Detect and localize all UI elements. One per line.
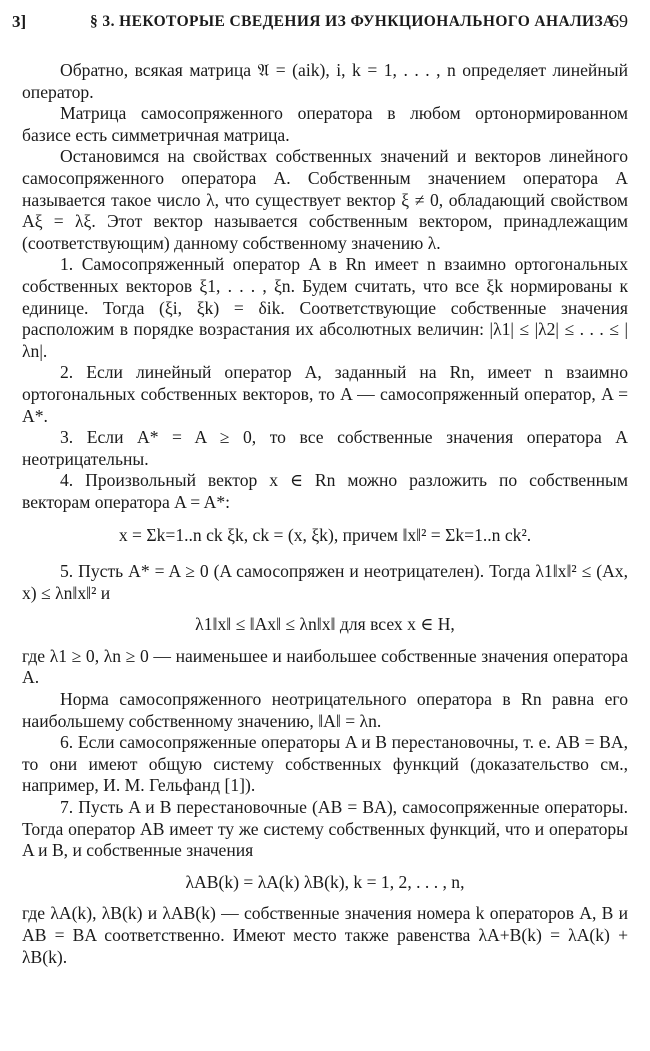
paragraph-eigenvalue-equalities: где λA(k), λB(k) и λAB(k) — собственные значения номера k операторов A, B и AB = BA соответственно. Имеют место также равенства λA+B(k) = λA(k) + λB(k). xyxy=(22,903,628,967)
paragraph-symmetric-matrix: Матрица самосопряженного оператора в любом ортонормированном базисе есть симметричная матрица. xyxy=(22,103,628,145)
paragraph-operator-norm: Норма самосопряженного неотрицательного оператора в Rn равна его наибольшему собственному значению, ‖A‖ = λn. xyxy=(22,689,628,731)
formula-expansion: x = Σk=1..n ck ξk, ck = (x, ξk), причем ‖x‖² = Σk=1..n ck². xyxy=(118,525,532,546)
paragraph-matrix-operator: Обратно, всякая матрица 𝔄 = (aik), i, k = 1, . . . , n определяет линейный оператор. xyxy=(22,60,628,102)
formula-norm-bounds: λ1‖x‖ ≤ ‖Ax‖ ≤ λn‖x‖ для всех x ∈ H, xyxy=(195,614,455,635)
property-3: 3. Если A* = A ≥ 0, то все собственные значения оператора A неотрицательны. xyxy=(22,427,628,469)
section-marker: 3] xyxy=(12,12,27,31)
property-5: 5. Пусть A* = A ≥ 0 (A самосопряжен и неотрицателен). Тогда λ1‖x‖² ≤ (Ax, x) ≤ λn‖x‖² и xyxy=(22,561,628,603)
property-1: 1. Самосопряженный оператор A в Rn имеет n взаимно ортогональных собственных векторов ξ1, . . . , ξn. Будем считать, что все ξk нормированы к единице. Тогда (ξi, ξk) = δik. Соответствующие собственные значения расположим в порядке возрастания их абсолютных величин: |λ1| ≤ |λ2| ≤ . . . ≤ |λn|. xyxy=(22,254,628,361)
paragraph-eigenvalues-definition: Остановимся на свойствах собственных значений и векторов линейного самосопряженного оператора A. Собственным значением оператора A называется такое число λ, что существует вектор ξ ≠ 0, обладающий свойством Aξ = λξ. Этот вектор называется собственным вектором, принадлежащим (соответствующим) данному собственному значению λ. xyxy=(22,146,628,253)
property-5-continuation: где λ1 ≥ 0, λn ≥ 0 — наименьшее и наибольшее собственные значения оператора A. xyxy=(22,645,628,688)
page-number: 69 xyxy=(610,11,628,31)
page-body xyxy=(22,60,628,968)
property-4: 4. Произвольный вектор x ∈ Rn можно разложить по собственным векторам оператора A = A*: xyxy=(22,470,628,512)
running-title: § 3. НЕКОТОРЫЕ СВЕДЕНИЯ ИЗ ФУНКЦИОНАЛЬНОГО АНАЛИЗА xyxy=(90,13,615,30)
property-6: 6. Если самосопряженные операторы A и B перестановочны, т. е. AB = BA, то они имеют общую систему собственных функций (доказательство см., например, И. М. Гельфанд [1]). xyxy=(22,732,628,796)
page-header xyxy=(0,10,650,36)
formula-product-eigenvalues: λAB(k) = λA(k) λB(k), k = 1, 2, . . . , n, xyxy=(185,871,465,892)
property-2: 2. Если линейный оператор A, заданный на Rn, имеет n взаимно ортогональных собственных векторов, то A — самосопряженный оператор, A = A*. xyxy=(22,362,628,426)
property-7: 7. Пусть A и B перестановочные (AB = BA), самосопряженные операторы. Тогда оператор AB имеет ту же систему собственных функций, что и операторы A и B, и собственные значения xyxy=(22,797,628,861)
